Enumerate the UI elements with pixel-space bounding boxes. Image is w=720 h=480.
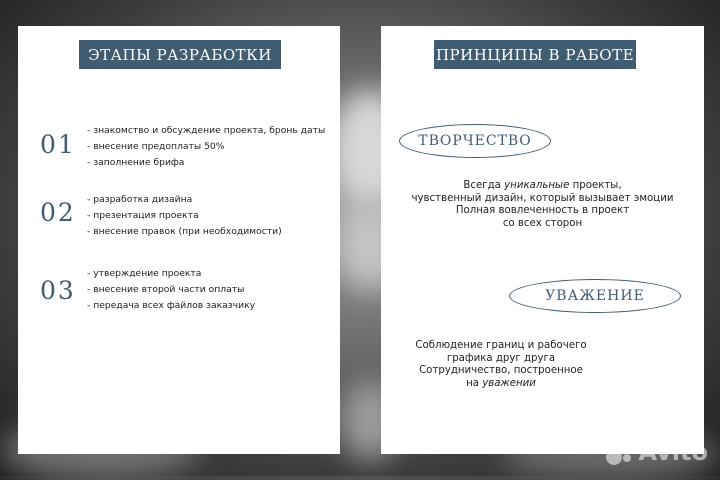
list-item: - внесение второй части оплаты bbox=[87, 284, 245, 295]
step-number: 03 bbox=[40, 276, 76, 305]
list-item: - утверждение проекта bbox=[87, 268, 202, 279]
stages-card bbox=[18, 26, 340, 454]
principle-text-creativity: Всегда уникальные проекты, чувственный дизайн, который вызывает эмоции Полная вовлеченность в проект со всех сторон bbox=[411, 180, 674, 229]
list-item: - заполнение брифа bbox=[87, 157, 185, 168]
list-item: - разработка дизайна bbox=[87, 194, 193, 205]
list-item: - передача всех файлов заказчику bbox=[87, 300, 256, 311]
step-number: 01 bbox=[40, 130, 76, 159]
list-item: - знакомство и обсуждение проекта, бронь даты bbox=[87, 125, 326, 136]
principle-label-respect: УВАЖЕНИЕ bbox=[509, 279, 681, 313]
step-number: 02 bbox=[40, 198, 76, 227]
step-list bbox=[87, 123, 325, 171]
list-item: - внесение правок (при необходимости) bbox=[87, 226, 282, 237]
step-list bbox=[87, 192, 282, 240]
principles-card bbox=[381, 26, 704, 454]
principles-heading: ПРИНЦИПЫ В РАБОТЕ bbox=[434, 40, 636, 69]
principle-label-creativity: ТВОРЧЕСТВО bbox=[399, 124, 551, 158]
list-item: - внесение предоплаты 50% bbox=[87, 141, 225, 152]
step-list bbox=[87, 266, 255, 314]
stages-heading: ЭТАПЫ РАЗРАБОТКИ bbox=[79, 40, 281, 69]
avito-logo-icon bbox=[606, 439, 632, 465]
avito-watermark bbox=[606, 438, 708, 466]
list-item: - презентация проекта bbox=[87, 210, 199, 221]
avito-watermark-text: Avito bbox=[638, 438, 708, 466]
principle-text-respect: Соблюдение границ и рабочего графика друг друга Сотрудничество, построенное на уважении bbox=[415, 340, 587, 389]
